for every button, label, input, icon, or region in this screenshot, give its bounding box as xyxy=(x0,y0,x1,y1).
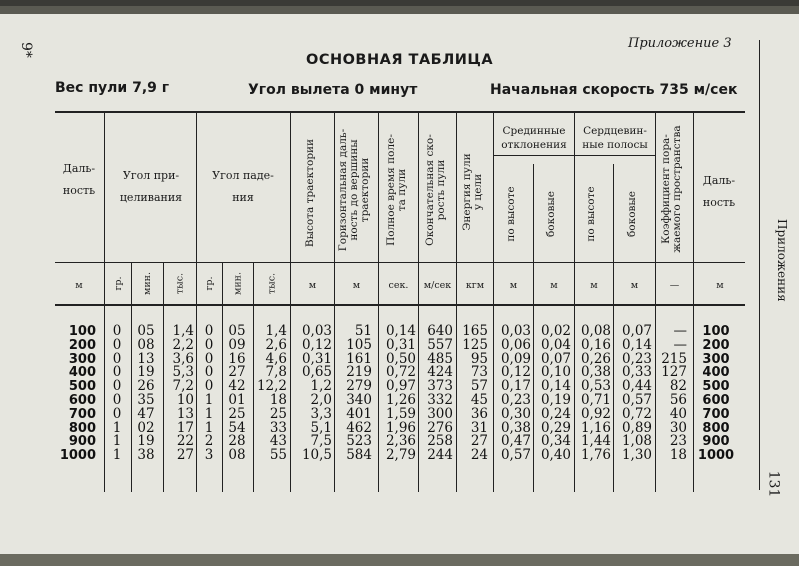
table-cell: 0 xyxy=(112,405,122,422)
table-top-rule xyxy=(55,111,745,113)
hdr-line: жаемого пространства xyxy=(671,125,683,253)
table-cell: 95 xyxy=(470,350,488,367)
table-cell: 0,02 xyxy=(540,323,571,339)
table-cell: 373 xyxy=(427,378,453,395)
table-cell: 18 xyxy=(269,391,287,408)
table-cell: 600 xyxy=(702,392,730,408)
unit-cell: м xyxy=(352,280,361,291)
unit-cell: м xyxy=(590,280,598,291)
table-cell: 300 xyxy=(702,351,730,367)
table-cell: 0,97 xyxy=(385,378,416,395)
col-horiz-dist xyxy=(338,120,374,260)
table-cell: 0,31 xyxy=(301,350,332,367)
table-cell: 0,50 xyxy=(385,350,416,367)
col-core-lateral: боковые xyxy=(626,191,638,238)
table-cell: 0,16 xyxy=(580,336,611,353)
vline xyxy=(131,262,132,492)
table-cell: 24 xyxy=(470,447,488,464)
hdr-line: Энергия пули xyxy=(461,153,473,231)
table-cell: 25 xyxy=(228,405,246,422)
table-cell: 215 xyxy=(661,350,687,367)
col-aim-angle xyxy=(106,169,196,205)
col-flight-time xyxy=(386,120,410,260)
column-k xyxy=(657,325,687,463)
table-cell: 244 xyxy=(427,447,453,464)
hdr-line: Полное время поле- xyxy=(385,134,397,246)
table-cell: 10,5 xyxy=(301,447,332,464)
table-cell: 38 xyxy=(137,447,155,464)
table-cell: 1 xyxy=(112,419,122,436)
table-cell: 54 xyxy=(228,419,246,436)
initial-speed: Начальная скорость 735 м/сек xyxy=(490,82,738,98)
group-rule-1 xyxy=(493,155,575,156)
table-cell: 200 xyxy=(68,337,96,353)
column-e xyxy=(458,325,488,463)
table-cell: 1,4 xyxy=(172,323,194,339)
hdr-line: траектории xyxy=(359,157,371,223)
col-core-height: по высоте xyxy=(585,186,597,242)
table-cell: 0,04 xyxy=(540,336,571,353)
table-cell: 0,03 xyxy=(500,323,531,339)
table-cell: 332 xyxy=(427,391,453,408)
table-cell: 28 xyxy=(228,433,246,450)
table-cell: 40 xyxy=(669,405,687,422)
table-cell: 19 xyxy=(137,433,155,450)
table-cell: 27 xyxy=(470,433,488,450)
table-cell: 0,14 xyxy=(621,336,652,353)
table-cell: 485 xyxy=(427,350,453,367)
table-cell: 105 xyxy=(346,336,372,353)
table-cell: 0,47 xyxy=(500,433,531,450)
table-cell: 73 xyxy=(470,364,488,381)
table-cell: 2,2 xyxy=(172,336,194,353)
table-cell: 13 xyxy=(176,405,194,422)
table-cell: 2,6 xyxy=(265,336,287,353)
table-cell: 500 xyxy=(68,379,96,395)
table-cell: 165 xyxy=(462,323,488,339)
table-cell: 0 xyxy=(204,336,214,353)
unit-cell: м xyxy=(630,280,639,291)
table-cell: 0,14 xyxy=(385,323,416,339)
page-number: 131 xyxy=(765,470,782,498)
table-cell: 0,23 xyxy=(500,391,531,408)
table-cell: 424 xyxy=(427,364,453,381)
table-cell: 56 xyxy=(669,391,687,408)
table-cell: 01 xyxy=(228,391,246,408)
table-cell: 523 xyxy=(346,433,372,450)
hdr-line: Срединные xyxy=(502,125,566,137)
table-cell: 18 xyxy=(669,447,687,464)
hdr-line: Горизонтальная даль- xyxy=(337,128,349,252)
unit-cell: кгм xyxy=(465,280,485,291)
table-cell: 0,40 xyxy=(540,447,571,464)
table-cell: 900 xyxy=(68,434,96,450)
column-ch xyxy=(576,325,611,463)
table-cell: 500 xyxy=(702,379,730,395)
table-cell: 1,08 xyxy=(621,433,652,450)
unit-cell: м xyxy=(75,280,83,291)
table-cell: 0,14 xyxy=(540,378,571,395)
table-cell: 35 xyxy=(137,391,155,408)
table-cell: 0 xyxy=(112,350,122,367)
bullet-weight: Вес пули 7,9 г xyxy=(55,80,170,96)
table-cell: 0,33 xyxy=(621,364,652,381)
hdr-line: отклонения xyxy=(501,139,567,151)
table-cell: 600 xyxy=(68,392,96,408)
table-cell: 7,5 xyxy=(310,433,332,450)
table-cell: 127 xyxy=(661,364,687,381)
unit-cell: м xyxy=(550,280,558,291)
table-cell: 219 xyxy=(346,364,372,381)
table-cell: 1,76 xyxy=(580,447,611,464)
table-cell: 0,53 xyxy=(580,378,611,395)
table-cell: 1 xyxy=(204,419,214,436)
unit-cell: м xyxy=(509,280,518,291)
table-cell: 1 xyxy=(112,433,122,450)
col-coef xyxy=(661,119,687,259)
col-range-right xyxy=(694,174,744,210)
table-cell: 0,31 xyxy=(385,336,416,353)
table-cell: 1,59 xyxy=(385,405,416,422)
table-cell: 45 xyxy=(470,391,488,408)
table-cell: 26 xyxy=(137,378,155,395)
table-cell: 161 xyxy=(346,350,372,367)
column-d xyxy=(56,325,96,463)
table-cell: 700 xyxy=(68,406,96,422)
table-cell: 640 xyxy=(427,323,453,339)
table-cell: 30 xyxy=(669,419,687,436)
unit-cell: м/сек xyxy=(423,280,452,291)
table-cell: 23 xyxy=(669,433,687,450)
table-cell: 02 xyxy=(137,419,155,436)
page-bottom-edge xyxy=(0,554,799,566)
table-cell: 0,34 xyxy=(540,433,571,450)
table-cell: 7,8 xyxy=(265,364,287,381)
column-v xyxy=(420,325,453,463)
table-cell: 400 xyxy=(68,365,96,381)
table-cell: 0 xyxy=(112,364,122,381)
unit-cell: мин. xyxy=(142,271,153,296)
appendix-label: Приложение 3 xyxy=(628,36,732,51)
table-cell: 557 xyxy=(427,336,453,353)
table-cell: 0,12 xyxy=(301,336,332,353)
column-mh xyxy=(495,325,531,463)
col-fall-angle xyxy=(198,169,288,205)
table-cell: 0,38 xyxy=(580,364,611,381)
table-cell: 0,30 xyxy=(500,405,531,422)
table-cell: 1,96 xyxy=(385,419,416,436)
unit-cell: гр. xyxy=(204,276,215,291)
table-cell: 5,3 xyxy=(172,364,194,381)
column-fg xyxy=(199,325,219,463)
unit-cell: — xyxy=(669,280,680,291)
hdr-line: ность до вершины xyxy=(348,139,360,241)
table-cell: 258 xyxy=(427,433,453,450)
table-cell: 584 xyxy=(346,447,372,464)
table-cell: 1 xyxy=(204,391,214,408)
unit-cell: м xyxy=(308,280,317,291)
table-cell: 0 xyxy=(204,364,214,381)
table-cell: 0,12 xyxy=(500,364,531,381)
column-at xyxy=(164,325,194,463)
column-ft xyxy=(255,325,287,463)
vline xyxy=(456,112,457,492)
table-cell: 2 xyxy=(204,433,214,450)
hdr-line: Даль- xyxy=(62,162,96,175)
hdr-line: ния xyxy=(232,191,254,204)
vline xyxy=(493,112,494,492)
right-margin-rule xyxy=(759,40,760,490)
table-cell: 0 xyxy=(112,378,122,395)
col-lateral: боковые xyxy=(545,191,557,238)
table-cell: 0,09 xyxy=(500,350,531,367)
table-cell: 0,06 xyxy=(500,336,531,353)
page-title: ОСНОВНАЯ ТАБЛИЦА xyxy=(306,52,494,68)
table-cell: 0,07 xyxy=(621,323,652,339)
column-hd xyxy=(336,325,372,463)
table-cell: 36 xyxy=(470,405,488,422)
unit-cell: сек. xyxy=(388,280,409,291)
table-cell: 0 xyxy=(112,336,122,353)
column-cl xyxy=(615,325,652,463)
hdr-line: ность xyxy=(62,184,96,197)
table-cell: 0,07 xyxy=(540,350,571,367)
table-cell: 0,65 xyxy=(301,364,332,381)
table-cell: 12,2 xyxy=(256,378,287,395)
table-cell: 08 xyxy=(228,447,246,464)
table-cell: 2,0 xyxy=(310,391,332,408)
group-rule-2 xyxy=(575,155,655,156)
table-cell: 57 xyxy=(470,378,488,395)
table-cell: 800 xyxy=(702,420,730,436)
table-cell: 900 xyxy=(702,434,730,450)
table-cell: 0,03 xyxy=(301,323,332,339)
table-cell: 800 xyxy=(68,420,96,436)
table-cell: 09 xyxy=(228,336,246,353)
vline xyxy=(418,112,419,492)
col-final-speed xyxy=(425,120,449,260)
column-am xyxy=(133,325,159,463)
unit-cell: тыс. xyxy=(266,272,278,295)
vline xyxy=(290,112,291,492)
table-cell: 0,71 xyxy=(580,391,611,408)
vline xyxy=(655,112,656,492)
page-top-edge xyxy=(0,6,799,14)
table-cell: 05 xyxy=(137,323,155,339)
table-cell: 100 xyxy=(702,324,730,339)
table-cell: 401 xyxy=(346,405,372,422)
table-cell: 125 xyxy=(462,336,488,353)
table-cell: 22 xyxy=(176,433,194,450)
col-by-height: по высоте xyxy=(505,186,517,242)
column-ml xyxy=(535,325,571,463)
table-cell: 1000 xyxy=(59,448,96,464)
table-cell: 2,79 xyxy=(385,447,416,464)
table-cell: — xyxy=(673,323,687,339)
hdr-line: Даль- xyxy=(702,174,736,187)
table-cell: 0 xyxy=(112,391,122,408)
hdr-line: ность xyxy=(702,196,736,209)
table-cell: 0,57 xyxy=(621,391,652,408)
vline xyxy=(613,164,614,492)
table-cell: 3 xyxy=(204,447,214,464)
table-cell: 42 xyxy=(228,378,246,395)
table-cell: — xyxy=(673,336,687,353)
hdr-line: Угол паде- xyxy=(212,169,274,182)
hdr-line: Угол при- xyxy=(122,169,180,182)
hdr-line: целивания xyxy=(119,191,183,204)
side-label: Приложения xyxy=(775,219,789,302)
table-cell: 25 xyxy=(269,405,287,422)
table-cell: 19 xyxy=(137,364,155,381)
table-cell: 400 xyxy=(702,365,730,381)
table-cell: 1,44 xyxy=(580,433,611,450)
table-cell: 0,10 xyxy=(540,364,571,381)
table-cell: 55 xyxy=(269,447,287,464)
table-cell: 0 xyxy=(204,378,214,395)
vline xyxy=(533,164,534,492)
vline xyxy=(253,262,254,492)
hdr-line: ные полосы xyxy=(582,139,648,151)
hdr-line: у цели xyxy=(472,173,484,211)
vline xyxy=(693,112,694,492)
table-cell: 1 xyxy=(204,405,214,422)
table-cell: 4,6 xyxy=(265,350,287,367)
table-cell: 0,17 xyxy=(500,378,531,395)
table-cell: 300 xyxy=(427,405,453,422)
table-cell: 0,24 xyxy=(540,405,571,422)
table-cell: 300 xyxy=(68,351,96,367)
col-traj-height: Высота траектории xyxy=(304,138,316,248)
table-cell: 31 xyxy=(470,419,488,436)
vline xyxy=(378,112,379,492)
column-h xyxy=(292,325,332,463)
table-cell: 0,44 xyxy=(621,378,652,395)
table-cell: 100 xyxy=(68,324,96,339)
table-cell: 0 xyxy=(204,323,214,339)
col-core-bands xyxy=(575,124,655,152)
body-rule xyxy=(55,304,745,306)
column-t xyxy=(380,325,416,463)
unit-cell: гр. xyxy=(113,276,124,291)
table-cell: 43 xyxy=(269,433,287,450)
table-cell: 0,57 xyxy=(500,447,531,464)
table-cell: 0 xyxy=(204,350,214,367)
table-cell: 2,36 xyxy=(385,433,416,450)
table-cell: 7,2 xyxy=(172,378,194,395)
table-cell: 0,19 xyxy=(540,391,571,408)
table-cell: 340 xyxy=(346,391,372,408)
col-energy xyxy=(462,122,486,262)
table-cell: 0,92 xyxy=(580,405,611,422)
units-rule xyxy=(55,262,745,263)
table-cell: 0,72 xyxy=(621,405,652,422)
table-cell: 0,38 xyxy=(500,419,531,436)
table-cell: 0,23 xyxy=(621,350,652,367)
table-cell: 0,08 xyxy=(580,323,611,339)
table-cell: 5,1 xyxy=(310,419,332,436)
hdr-line: Окончательная ско- xyxy=(424,134,436,246)
table-cell: 1,16 xyxy=(580,419,611,436)
table-cell: 51 xyxy=(354,323,372,339)
table-cell: 462 xyxy=(346,419,372,436)
table-cell: 3,6 xyxy=(172,350,194,367)
table-cell: 700 xyxy=(702,406,730,422)
page-mark: 9* xyxy=(18,42,34,58)
vline xyxy=(574,112,575,492)
table-cell: 82 xyxy=(669,378,687,395)
departure-angle: Угол вылета 0 минут xyxy=(248,82,418,98)
table-cell: 1 xyxy=(112,447,122,464)
table-cell: 10 xyxy=(176,391,194,408)
table-cell: 0 xyxy=(112,323,122,339)
table-cell: 05 xyxy=(228,323,246,339)
table-cell: 279 xyxy=(346,378,372,395)
column-d2 xyxy=(696,325,736,463)
book-page xyxy=(0,6,799,554)
table-cell: 276 xyxy=(427,419,453,436)
table-cell: 0,72 xyxy=(385,364,416,381)
table-cell: 08 xyxy=(137,336,155,353)
table-cell: 3,3 xyxy=(310,405,332,422)
column-ag xyxy=(108,325,126,463)
unit-cell: мин. xyxy=(232,271,244,296)
hdr-line: Сердцевин- xyxy=(583,125,647,137)
table-cell: 16 xyxy=(228,350,246,367)
vline xyxy=(222,262,223,492)
vline xyxy=(196,112,197,492)
table-cell: 27 xyxy=(176,447,194,464)
unit-cell: м xyxy=(716,280,724,291)
col-median-dev xyxy=(494,124,574,152)
table-cell: 47 xyxy=(137,405,155,422)
hdr-line: та пули xyxy=(396,168,408,212)
col-range-left xyxy=(56,162,102,198)
hdr-line: Коэффициент пора- xyxy=(660,134,672,244)
table-cell: 27 xyxy=(228,364,246,381)
table-cell: 0,29 xyxy=(540,419,571,436)
table-cell: 17 xyxy=(176,419,194,436)
table-cell: 0,89 xyxy=(621,419,652,436)
table-cell: 33 xyxy=(269,419,287,436)
table-cell: 1,30 xyxy=(621,447,652,464)
table-cell: 13 xyxy=(137,350,155,367)
table-cell: 200 xyxy=(702,337,730,353)
column-fm xyxy=(224,325,250,463)
unit-cell: тыс. xyxy=(174,272,186,295)
vline xyxy=(334,112,335,492)
table-cell: 1,2 xyxy=(310,378,332,395)
table-cell: 1,4 xyxy=(265,323,287,339)
table-cell: 0,26 xyxy=(580,350,611,367)
table-cell: 1000 xyxy=(697,448,735,464)
vline xyxy=(104,112,105,492)
hdr-line: рость пули xyxy=(435,159,447,221)
table-cell: 1,26 xyxy=(385,391,416,408)
